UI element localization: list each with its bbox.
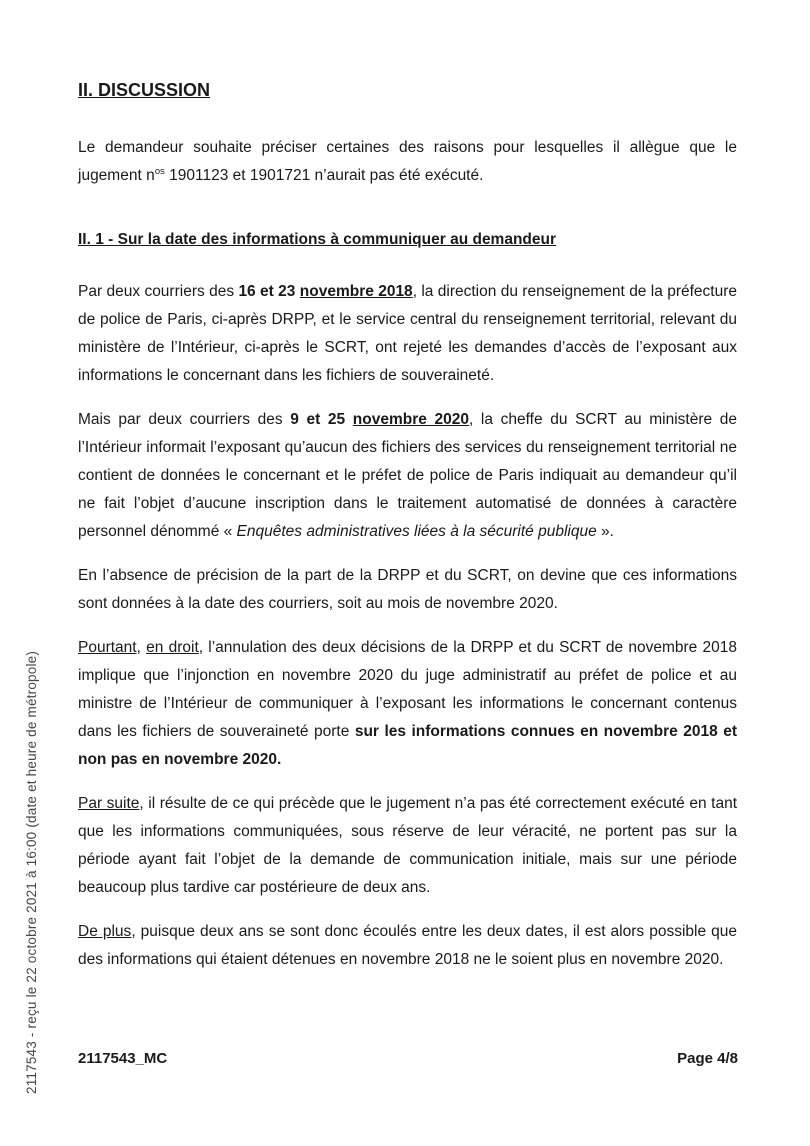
document-title	[78, 78, 737, 102]
text-run: 16 et 23	[238, 283, 300, 300]
text-run: II. DISCUSSION	[78, 80, 211, 100]
document-body	[78, 78, 737, 974]
text-run: os	[154, 165, 165, 177]
text-run: , la cheffe du SCRT au ministère de l’Intérieur informait l’exposant qu’aucun des fichiers des services du renseignement territorial ne contient de données le concernant et le préfet de police de Paris indiquait au demandeur qu’il ne fait l’objet d’aucune inscription dans le traitement automatisé de données à caractère personnel dénommé «	[78, 411, 737, 540]
page-number: Page 4/8	[677, 1050, 738, 1067]
vertical-receipt-stamp: 2117543 - reçu le 22 octobre 2021 à 16:00 (date et heure de métropole)	[24, 650, 39, 1094]
text-run: , il résulte de ce qui précède que le jugement n’a pas été correctement exécuté en tant que les informations communiquées, sous réserve de leur véracité, ne portent pas sur la période ayant fait l’objet de la demande de communication initiale, mais sur une période beaucoup plus tardive car postérieure de deux ans.	[78, 795, 738, 896]
text-run: Enquêtes administratives liées à la sécurité publique	[236, 523, 597, 540]
text-run: novembre 2020	[352, 411, 469, 428]
text-run: , la direction du renseignement de la préfecture de police de Paris, ci-après DRPP, et le service central du renseignement territorial, relevant du ministère de l’Intérieur, ci-après le SCRT, ont rejeté les demandes d’accès de l’exposant aux informations le concernant dans les fichiers de souveraineté.	[78, 283, 737, 384]
text-run: , l’annulation des deux décisions de la DRPP et du SCRT de novembre 2018 implique que l’injonction en novembre 2020 du juge administratif au préfet de police et au ministre de l’Intérieur de communiquer à l’exposant les informations le concernant contenus dans les fichiers de souveraineté porte	[78, 639, 737, 740]
text-run: De plus	[78, 923, 132, 940]
text-run: 1901123 et 1901721 n’aurait pas été exécuté.	[164, 167, 484, 184]
page-footer	[78, 1050, 738, 1067]
paragraph	[78, 790, 737, 902]
text-run: novembre 2018	[299, 283, 413, 300]
paragraph	[78, 562, 737, 618]
paragraph	[78, 278, 737, 390]
text-run: Pourtant	[78, 639, 137, 656]
section-heading	[78, 228, 737, 252]
text-run: ,	[136, 639, 147, 656]
paragraph	[78, 634, 737, 774]
document-reference: 2117543_MC	[78, 1050, 168, 1067]
text-run: en droit	[146, 639, 199, 656]
paragraph	[78, 918, 737, 974]
text-run: ».	[596, 523, 614, 540]
text-run: Le demandeur souhaite préciser certaines des raisons pour lesquelles il allègue que le jugement n	[78, 139, 737, 184]
paragraph	[78, 134, 737, 190]
text-run: Par deux courriers des	[78, 283, 239, 300]
text-run: II. 1 - Sur la date des informations à communiquer au demandeur	[78, 231, 557, 248]
text-run: Par suite	[78, 795, 140, 812]
paragraph	[78, 406, 737, 546]
text-run: Mais par deux courriers des	[78, 411, 291, 428]
text-run: En l’absence de précision de la part de la DRPP et du SCRT, on devine que ces informations sont données à la date des courriers, soit au mois de novembre 2020.	[78, 567, 737, 612]
text-run: 9 et 25	[290, 411, 353, 428]
text-run: sur les informations connues en novembre 2018 et non pas en novembre 2020.	[78, 723, 737, 768]
text-run: , puisque deux ans se sont donc écoulés entre les deux dates, il est alors possible que des informations qui étaient détenues en novembre 2018 ne le soient plus en novembre 2020.	[78, 923, 737, 968]
